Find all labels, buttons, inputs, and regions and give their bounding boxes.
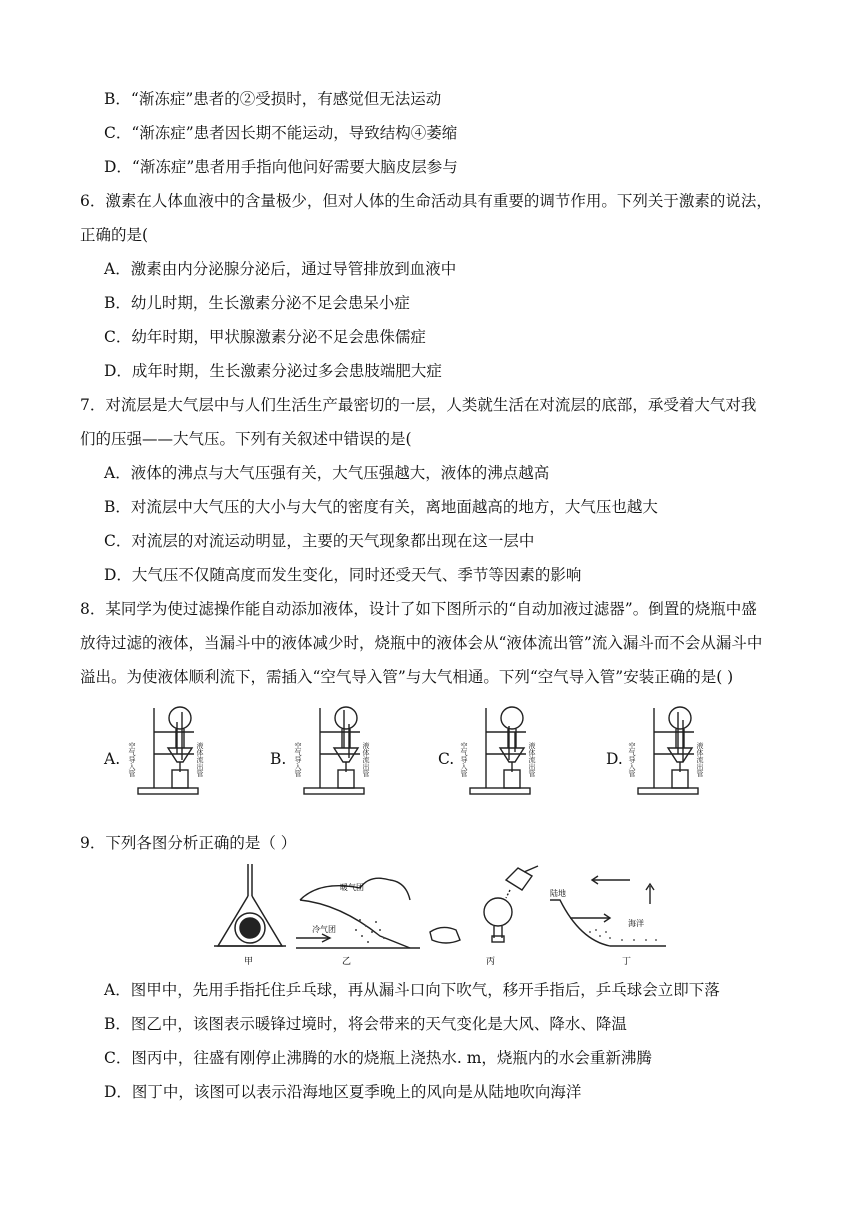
q9-figure-strip <box>210 860 670 968</box>
q8-apparatus-a <box>130 702 220 798</box>
q9-cold-air-label: 冷气团 <box>312 925 336 934</box>
q9-warm-air-label: 暖气团 <box>340 883 364 892</box>
q6-option-a: A．激素由内分泌腺分泌后，通过导管排放到血液中 <box>104 260 457 278</box>
q8-figure-letter-d: D. <box>606 750 623 768</box>
q8-apparatus-b <box>296 702 386 798</box>
q9-option-a: A．图甲中，先用手指托住乒乓球，再从漏斗口向下吹气，移开手指后，乒乓球会立即下落 <box>104 981 720 999</box>
q8-a-air-tube-label: 空气导入管 <box>128 742 136 777</box>
q9-option-d: D．图丁中，该图可以表示沿海地区夏季晚上的风向是从陆地吹向海洋 <box>104 1083 582 1101</box>
q6-stem-line-1: 6．激素在人体血液中的含量极少，但对人体的生命活动具有重要的调节作用。下列关于激素的说法， <box>80 192 772 210</box>
q9-front-rain <box>355 919 385 943</box>
q9-land-label: 陆地 <box>550 889 566 898</box>
q9-sea-label: 海洋 <box>628 919 644 928</box>
q9-stem: 9．下列各图分析正确的是（ ） <box>80 834 297 852</box>
q9-caption-jia: 甲 <box>244 957 254 967</box>
q8-figure-letter-c: C. <box>438 750 455 768</box>
q8-a-liquid-tube-label: 液体流出管 <box>196 742 204 777</box>
q7-option-b: B．对流层中大气压的大小与大气的密度有关，离地面越高的地方，大气压也越大 <box>104 498 658 516</box>
q8-stem-line-2: 放待过滤的液体，当漏斗中的液体减少时，烧瓶中的液体会从“液体流出管”流入漏斗而不会从漏斗中 <box>80 634 763 652</box>
q9-figure-jia <box>214 864 286 946</box>
q9-sea-dots <box>589 929 657 941</box>
q9-caption-ding: 丁 <box>622 957 632 967</box>
q8-c-liquid-tube-label: 液体流出管 <box>528 742 536 777</box>
q7-option-a: A．液体的沸点与大气压强有关，大气压强越大，液体的沸点越高 <box>104 464 550 482</box>
q8-b-air-tube-label: 空气导入管 <box>294 742 302 777</box>
q9-caption-yi: 乙 <box>342 957 352 967</box>
q5-option-c: C．“渐冻症”患者因长期不能运动，导致结构④萎缩 <box>104 124 458 142</box>
q6-option-c: C．幼年时期，甲状腺激素分泌不足会患侏儒症 <box>104 328 426 346</box>
q8-figure-letter-b: B. <box>270 750 287 768</box>
q7-option-d: D．大气压不仅随高度而发生变化，同时还受天气、季节等因素的影响 <box>104 566 582 584</box>
q8-apparatus-d <box>630 702 720 798</box>
q7-stem-line-1: 7．对流层是大气层中与人们生活生产最密切的一层，人类就生活在对流层的底部，承受着大气对我 <box>80 396 757 414</box>
q9-option-b: B．图乙中，该图表示暖锋过境时，将会带来的天气变化是大风、降水、降温 <box>104 1015 627 1033</box>
q8-apparatus-c <box>462 702 552 798</box>
q6-option-b: B．幼儿时期，生长激素分泌不足会患呆小症 <box>104 294 410 312</box>
q8-stem-line-1: 8．某同学为使过滤操作能自动添加液体，设计了如下图所示的“自动加液过滤器”。倒置的烧瓶中盛 <box>80 600 757 618</box>
q7-option-c: C．对流层的对流运动明显，主要的天气现象都出现在这一层中 <box>104 532 535 550</box>
q5-option-b: B．“渐冻症”患者的②受损时，有感觉但无法运动 <box>104 90 442 108</box>
q8-a-labels <box>128 741 204 778</box>
q6-option-d: D．成年时期，生长激素分泌过多会患肢端肥大症 <box>104 362 442 380</box>
q9-figure-ding <box>550 876 666 946</box>
q9-caption-bing: 丙 <box>486 957 496 967</box>
q9-option-c: C．图丙中，往盛有刚停止沸腾的水的烧瓶上浇热水. m，烧瓶内的水会重新沸腾 <box>104 1049 652 1067</box>
q8-figure-letter-a: A. <box>104 750 121 768</box>
q8-stem-line-3: 溢出。为使液体顺利流下，需插入“空气导入管”与大气相通。下列“空气导入管”安装正确的是( ) <box>80 668 734 686</box>
q6-stem-line-2: 正确的是( <box>80 226 149 244</box>
q8-b-liquid-tube-label: 液体流出管 <box>362 742 370 777</box>
q8-d-air-tube-label: 空气导入管 <box>628 742 636 777</box>
q9-figure-bing <box>430 866 538 943</box>
q5-option-d: D．“渐冻症”患者用手指向他问好需要大脑皮层参与 <box>104 158 458 176</box>
q8-d-liquid-tube-label: 液体流出管 <box>696 742 704 777</box>
q8-c-air-tube-label: 空气导入管 <box>460 742 468 777</box>
q7-stem-line-2: 们的压强——大气压。下列有关叙述中错误的是( <box>80 430 412 448</box>
